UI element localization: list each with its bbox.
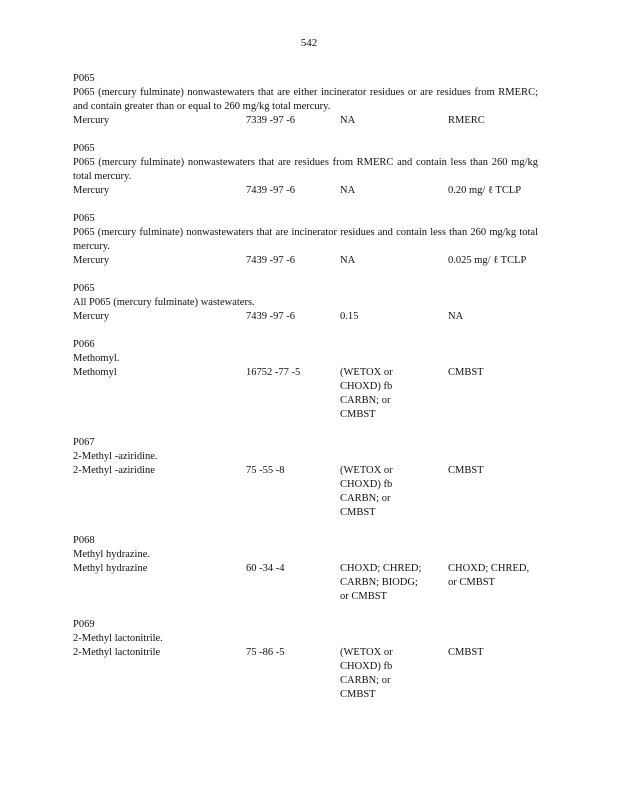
page-number: 542 bbox=[300, 37, 318, 49]
constituent-row bbox=[73, 254, 543, 268]
waste-description: P065 (mercury fulminate) nonwastewaters that are residues from RMERC and contain less than 260 mg/kg total mercury. bbox=[73, 157, 538, 182]
wastewater-standard-line: CARBN; or bbox=[340, 493, 391, 504]
nonwastewater-standard bbox=[448, 366, 540, 380]
waste-description: P065 (mercury fulminate) nonwastewaters that are incinerator residues and contain less than 260 mg/kg total mercury. bbox=[73, 227, 538, 252]
wastewater-standard-line: 0.15 bbox=[340, 311, 359, 322]
wastewater-standard-line: (WETOX or bbox=[340, 647, 393, 658]
cas-number: 75 -55 -8 bbox=[246, 465, 285, 476]
nonwastewater-standard bbox=[448, 646, 540, 660]
waste-description: All P065 (mercury fulminate) wastewaters. bbox=[73, 297, 255, 308]
wastewater-standard-line: CARBN; or bbox=[340, 395, 391, 406]
constituent-row bbox=[73, 366, 543, 422]
wastewater-standard-line: (WETOX or bbox=[340, 465, 393, 476]
constituent-name: Mercury bbox=[73, 311, 110, 322]
waste-description: Methyl hydrazine. bbox=[73, 549, 150, 560]
nonwastewater-standard-line: 0.025 mg/ ℓ TCLP bbox=[448, 255, 527, 266]
nonwastewater-standard bbox=[448, 310, 540, 324]
nonwastewater-standard bbox=[448, 464, 540, 478]
nonwastewater-standard bbox=[448, 254, 540, 268]
constituent-row bbox=[73, 114, 543, 128]
waste-entry bbox=[73, 618, 543, 702]
wastewater-standard bbox=[340, 310, 432, 324]
waste-description: 2-Methyl lactonitrile. bbox=[73, 633, 163, 644]
constituent-name: Methomyl bbox=[73, 367, 117, 378]
nonwastewater-standard bbox=[448, 114, 540, 128]
waste-entry bbox=[73, 142, 543, 198]
waste-entry bbox=[73, 338, 543, 422]
wastewater-standard bbox=[340, 562, 432, 604]
waste-code: P069 bbox=[73, 619, 95, 630]
nonwastewater-standard-line: 0.20 mg/ ℓ TCLP bbox=[448, 185, 522, 196]
constituent-name: Mercury bbox=[73, 255, 110, 266]
waste-entry bbox=[73, 72, 543, 128]
cas-number: 7439 -97 -6 bbox=[246, 255, 295, 266]
wastewater-standard-line: NA bbox=[340, 255, 356, 266]
wastewater-standard bbox=[340, 254, 432, 268]
waste-code: P068 bbox=[73, 535, 95, 546]
waste-entry bbox=[73, 282, 543, 324]
nonwastewater-standard-line: NA bbox=[448, 311, 464, 322]
nonwastewater-standard-line: or CMBST bbox=[448, 577, 495, 588]
constituent-row bbox=[73, 646, 543, 702]
constituent-name: Mercury bbox=[73, 115, 110, 126]
nonwastewater-standard-line: RMERC bbox=[448, 115, 485, 126]
constituent-name: Mercury bbox=[73, 185, 110, 196]
nonwastewater-standard-line: CMBST bbox=[448, 647, 484, 658]
wastewater-standard-line: CHOXD) fb bbox=[340, 479, 393, 490]
waste-entry bbox=[73, 212, 543, 268]
waste-description: 2-Methyl -aziridine. bbox=[73, 451, 158, 462]
wastewater-standard bbox=[340, 366, 432, 422]
wastewater-standard bbox=[340, 114, 432, 128]
waste-entry bbox=[73, 534, 543, 604]
nonwastewater-standard-line: CMBST bbox=[448, 367, 484, 378]
cas-number: 7339 -97 -6 bbox=[246, 115, 295, 126]
waste-code: P065 bbox=[73, 73, 95, 84]
cas-number: 7439 -97 -6 bbox=[246, 311, 295, 322]
wastewater-standard-line: CMBST bbox=[340, 409, 376, 420]
wastewater-standard-line: CHOXD) fb bbox=[340, 381, 393, 392]
cas-number: 75 -86 -5 bbox=[246, 647, 285, 658]
cas-number: 16752 -77 -5 bbox=[246, 367, 301, 378]
wastewater-standard-line: (WETOX or bbox=[340, 367, 393, 378]
constituent-name: 2-Methyl -aziridine bbox=[73, 465, 155, 476]
nonwastewater-standard-line: CMBST bbox=[448, 465, 484, 476]
waste-description: Methomyl. bbox=[73, 353, 120, 364]
waste-description: P065 (mercury fulminate) nonwastewaters that are either incinerator residues or are residues from RMERC; and contain greater than or equal to 260 mg/kg total mercury. bbox=[73, 87, 538, 112]
wastewater-standard bbox=[340, 646, 432, 702]
nonwastewater-standard bbox=[448, 184, 540, 198]
constituent-name: Methyl hydrazine bbox=[73, 563, 148, 574]
waste-code: P066 bbox=[73, 339, 95, 350]
wastewater-standard-line: or CMBST bbox=[340, 591, 387, 602]
wastewater-standard-line: CHOXD; CHRED; bbox=[340, 563, 422, 574]
wastewater-standard-line: CHOXD) fb bbox=[340, 661, 393, 672]
cas-number: 7439 -97 -6 bbox=[246, 185, 295, 196]
wastewater-standard-line: CMBST bbox=[340, 689, 376, 700]
waste-code: P067 bbox=[73, 437, 95, 448]
constituent-row bbox=[73, 464, 543, 520]
wastewater-standard-line: NA bbox=[340, 115, 356, 126]
wastewater-standard-line: CARBN; BIODG; bbox=[340, 577, 418, 588]
wastewater-standard-line: CARBN; or bbox=[340, 675, 391, 686]
constituent-row bbox=[73, 310, 543, 324]
waste-code: P065 bbox=[73, 143, 95, 154]
constituent-name: 2-Methyl lactonitrile bbox=[73, 647, 161, 658]
constituent-row bbox=[73, 562, 543, 604]
wastewater-standard bbox=[340, 184, 432, 198]
wastewater-standard bbox=[340, 464, 432, 520]
waste-entry bbox=[73, 436, 543, 520]
waste-code: P065 bbox=[73, 213, 95, 224]
cas-number: 60 -34 -4 bbox=[246, 563, 285, 574]
nonwastewater-standard bbox=[448, 562, 540, 590]
waste-code-list bbox=[73, 72, 543, 716]
waste-code: P065 bbox=[73, 283, 95, 294]
nonwastewater-standard-line: CHOXD; CHRED, bbox=[448, 563, 530, 574]
wastewater-standard-line: NA bbox=[340, 185, 356, 196]
constituent-row bbox=[73, 184, 543, 198]
wastewater-standard-line: CMBST bbox=[340, 507, 376, 518]
